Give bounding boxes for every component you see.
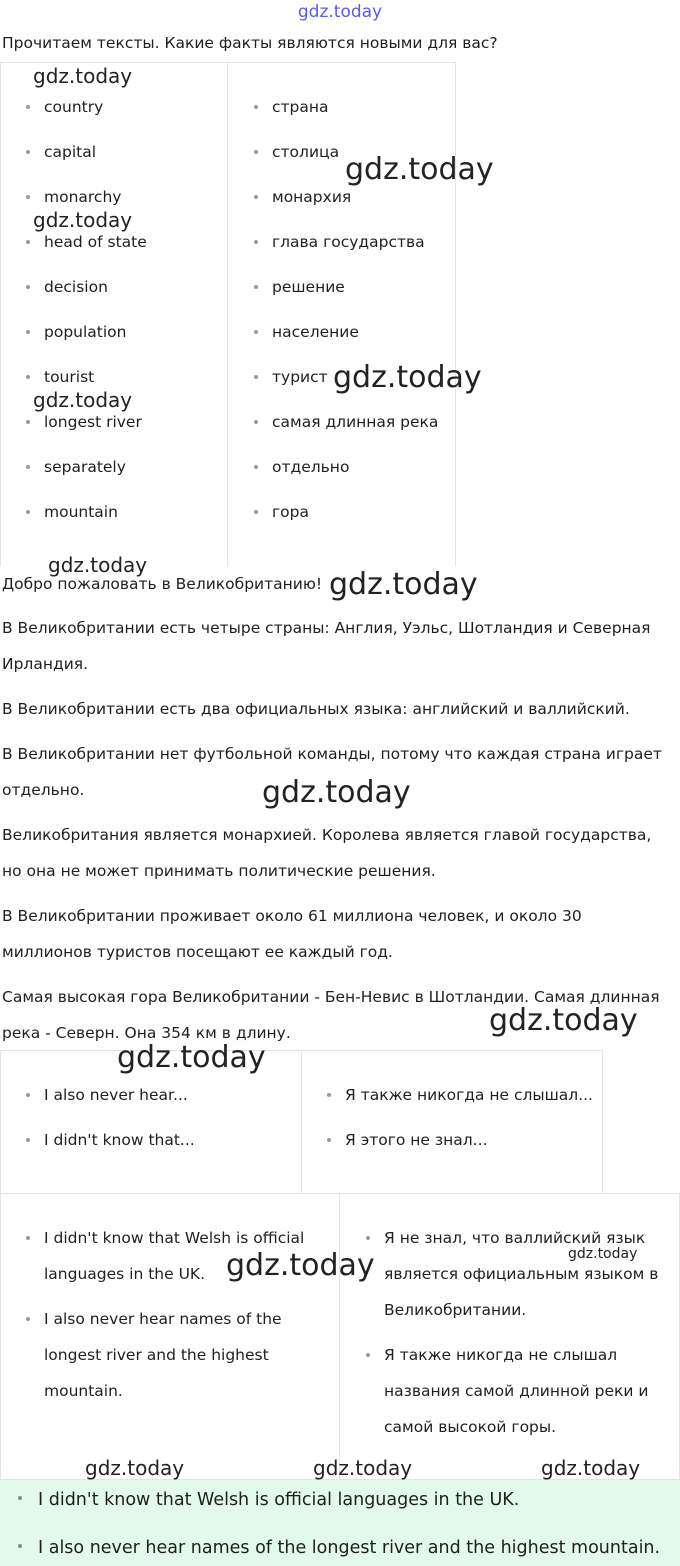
answer-text: I didn't know that Welsh is official languages in the UK. <box>38 1490 520 1510</box>
exercise-heading: Прочитаем тексты. Какие факты являются новыми для вас? <box>2 34 498 52</box>
vocab-word-ru: страна <box>272 98 329 116</box>
watermark: gdz.today <box>541 1456 641 1480</box>
vocab-item-ru <box>254 410 438 434</box>
example-item <box>26 1301 326 1409</box>
example-line: mountain. <box>44 1382 123 1400</box>
answer-list <box>18 1488 660 1560</box>
vocab-word-ru: глава государства <box>272 233 425 251</box>
watermark: gdz.today <box>226 1248 375 1283</box>
site-logo[interactable]: gdz.today <box>297 2 383 22</box>
example-line: является официальным языком в <box>384 1265 659 1283</box>
watermark: gdz.today <box>117 1040 266 1075</box>
vocab-item-ru <box>254 320 438 344</box>
paragraph-line: Самая высокая гора Великобритании - Бен-Невис в Шотландии. Самая длинная <box>2 988 660 1006</box>
vocab-word-en: tourist <box>44 368 95 386</box>
example-line: I didn't know that Welsh is official <box>44 1229 305 1247</box>
answer-item <box>18 1488 660 1512</box>
vocab-word-ru: самая длинная река <box>272 413 439 431</box>
watermark: gdz.today <box>33 64 133 88</box>
phrase-item <box>327 1083 593 1107</box>
vocab-item-en <box>26 140 147 164</box>
answer-item <box>18 1536 660 1560</box>
watermark: gdz.today <box>489 1003 638 1038</box>
example-item <box>366 1337 671 1445</box>
answer-text: I also never hear names of the longest river and the highest mountain. <box>38 1538 661 1558</box>
paragraph-line: В Великобритании есть четыре страны: Англия, Уэльс, Шотландия и Северная <box>2 619 651 637</box>
watermark: gdz.today <box>262 775 411 810</box>
paragraph-line: В Великобритании есть два официальных языка: английский и валлийский. <box>2 700 630 718</box>
example-line: Великобритании. <box>384 1301 527 1319</box>
vocab-item-ru <box>254 95 438 119</box>
paragraph-line: Добро пожаловать в Великобританию! <box>2 575 323 593</box>
vocab-item-en <box>26 455 147 479</box>
vocab-item-en <box>26 320 147 344</box>
paragraph-line: но она не может принимать политические решения. <box>2 862 436 880</box>
watermark: gdz.today <box>48 553 148 577</box>
example-line: longest river and the highest <box>44 1346 269 1364</box>
watermark: gdz.today <box>313 1456 413 1480</box>
watermark: gdz.today <box>329 567 478 602</box>
vocabulary-divider <box>227 62 228 566</box>
watermark: gdz.today <box>85 1456 185 1480</box>
vocab-item-en <box>26 275 147 299</box>
vocab-word-ru: население <box>272 323 359 341</box>
vocab-word-en: mountain <box>44 503 118 521</box>
phrase-item <box>26 1128 195 1152</box>
vocab-word-ru: гора <box>272 503 309 521</box>
paragraph-line: миллионов туристов посещают ее каждый год. <box>2 943 393 961</box>
example-line: названия самой длинной реки и <box>384 1382 649 1400</box>
vocab-word-en: capital <box>44 143 97 161</box>
watermark: gdz.today <box>568 1246 638 1262</box>
paragraph-line: Великобритания является монархией. Королева является главой государства, <box>2 826 652 844</box>
vocab-word-en: separately <box>44 458 126 476</box>
vocab-word-en: decision <box>44 278 108 296</box>
vocab-item-en <box>26 230 147 254</box>
vocab-word-ru: монархия <box>272 188 352 206</box>
vocab-word-ru: столица <box>272 143 340 161</box>
phrase-text: I didn't know that... <box>44 1131 195 1149</box>
example-line: languages in the UK. <box>44 1265 206 1283</box>
watermark: gdz.today <box>333 360 482 395</box>
example-item <box>366 1220 671 1328</box>
paragraph-line: В Великобритании проживает около 61 миллиона человек, и около 30 <box>2 907 582 925</box>
phrase-item <box>26 1083 195 1107</box>
watermark: gdz.today <box>345 152 494 187</box>
vocab-item-en <box>26 95 147 119</box>
phrases-en-list <box>26 1083 195 1152</box>
vocab-item-en <box>26 410 147 434</box>
watermark: gdz.today <box>33 208 133 232</box>
watermark: gdz.today <box>33 388 133 412</box>
phrase-item <box>327 1128 593 1152</box>
example-line: самой высокой горы. <box>384 1418 557 1436</box>
vocabulary-en-column <box>26 95 147 524</box>
vocab-word-ru: решение <box>272 278 345 296</box>
paragraph-line: река - Северн. Она 354 км в длину. <box>2 1024 291 1042</box>
phrases-ru-list <box>327 1083 593 1152</box>
vocab-word-ru: отдельно <box>272 458 350 476</box>
phrase-text: Я также никогда не слышал... <box>345 1086 593 1104</box>
vocab-item-en <box>26 365 147 389</box>
vocab-item-ru <box>254 500 438 524</box>
vocab-item-ru <box>254 275 438 299</box>
vocab-word-ru: турист <box>272 368 328 386</box>
phrase-text: Я этого не знал... <box>345 1131 488 1149</box>
vocab-item-ru <box>254 185 438 209</box>
paragraph-line: Ирландия. <box>2 655 89 673</box>
vocab-word-en: population <box>44 323 127 341</box>
phrase-text: I also never hear... <box>44 1086 188 1104</box>
vocab-word-en: monarchy <box>44 188 122 206</box>
vocab-item-ru <box>254 230 438 254</box>
example-line: Я также никогда не слышал <box>384 1346 618 1364</box>
vocab-word-en: head of state <box>44 233 147 251</box>
vocab-word-en: longest river <box>44 413 142 431</box>
vocab-item-en <box>26 185 147 209</box>
vocab-item-ru <box>254 455 438 479</box>
example-line: Я не знал, что валлийский язык <box>384 1229 646 1247</box>
example-line: I also never hear names of the <box>44 1310 282 1328</box>
paragraph-line: В Великобритании нет футбольной команды, потому что каждая страна играет <box>2 745 662 763</box>
paragraph-line: отдельно. <box>2 781 85 799</box>
vocab-item-en <box>26 500 147 524</box>
vocab-word-en: country <box>44 98 104 116</box>
